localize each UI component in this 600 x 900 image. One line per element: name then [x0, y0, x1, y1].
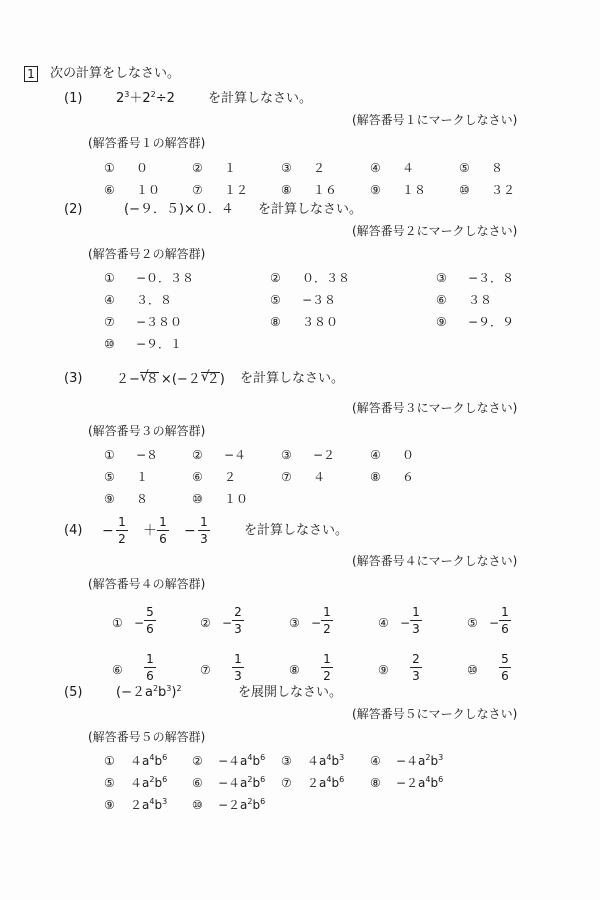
- answer-option: [104, 159, 148, 176]
- operator-sign: −: [184, 523, 196, 539]
- option-marker: ⑩: [467, 663, 478, 677]
- fraction-bar: [410, 620, 422, 621]
- numerator: 1: [200, 515, 208, 529]
- variable-b: b: [154, 798, 163, 812]
- exponent-b: 3: [339, 753, 345, 762]
- answer-option: [370, 468, 414, 485]
- option-value: １２: [224, 183, 249, 197]
- option-value: −９．９: [468, 315, 515, 329]
- answer-option: [370, 181, 426, 198]
- numerator: 1: [159, 515, 167, 529]
- exponent-a: 4: [425, 775, 431, 784]
- variable-b: b: [331, 754, 340, 768]
- option-value: １０: [224, 492, 249, 506]
- option-value: ８: [491, 161, 504, 175]
- option-fraction: [499, 606, 511, 635]
- option-fraction: [232, 653, 244, 682]
- answer-option: [192, 468, 236, 485]
- exponent-a: 4: [149, 797, 155, 806]
- exponent-b: 6: [162, 753, 168, 762]
- fraction-bar: [144, 667, 156, 668]
- denominator: 3: [234, 669, 242, 683]
- option-coefficient: −４a: [396, 754, 426, 768]
- fraction-bar: [232, 620, 244, 621]
- answer-option: [370, 159, 414, 176]
- option-marker: ①: [104, 448, 115, 462]
- answer-option: [104, 752, 167, 769]
- option-value: ４: [313, 470, 326, 484]
- option-marker: ③: [436, 271, 447, 285]
- answer-option: [104, 291, 172, 308]
- q2-answer-group-label: (解答番号２の解答群): [88, 247, 206, 261]
- option-marker: ⑥: [192, 776, 203, 790]
- answer-option: [436, 269, 514, 286]
- option-marker: ⑤: [270, 293, 281, 307]
- option-coefficient: −４a: [218, 754, 248, 768]
- option-marker: ④: [104, 293, 115, 307]
- numerator: 1: [323, 652, 331, 666]
- fraction: [198, 516, 210, 545]
- fraction: [116, 516, 128, 545]
- option-coefficient: ２a: [130, 798, 150, 812]
- option-marker: ①: [104, 754, 115, 768]
- option-marker: ⑦: [192, 183, 203, 197]
- option-marker: ②: [270, 271, 281, 285]
- q1-number: (1): [64, 91, 83, 106]
- exponent-a: 2: [247, 797, 253, 806]
- option-fraction: [410, 653, 422, 682]
- denominator: 2: [323, 669, 331, 683]
- option-marker: ⑨: [104, 492, 115, 506]
- denominator: 3: [200, 532, 208, 546]
- option-value: １: [224, 161, 237, 175]
- answer-option: [104, 269, 194, 286]
- option-value: −３．８: [468, 271, 515, 285]
- option-value: −３８０: [136, 315, 183, 329]
- q5-instruction: を展開しなさい。: [238, 685, 343, 700]
- exponent-b: 6: [339, 775, 345, 784]
- denominator: 6: [146, 622, 154, 636]
- answer-option: [459, 181, 515, 198]
- option-value: −０．３８: [136, 271, 195, 285]
- variable-b: b: [154, 776, 163, 790]
- option-marker: ②: [192, 754, 203, 768]
- q4-mark-note: (解答番号４にマークしなさい): [352, 554, 518, 568]
- option-marker: ④: [370, 754, 381, 768]
- option-marker: ⑧: [370, 776, 381, 790]
- numerator: 2: [234, 605, 242, 619]
- answer-option: [281, 181, 337, 198]
- exponent-a: 4: [326, 775, 332, 784]
- option-marker: ②: [200, 616, 211, 630]
- q4-instruction: を計算しなさい。: [244, 523, 349, 538]
- denominator: 6: [501, 622, 509, 636]
- option-marker: ⑤: [459, 161, 470, 175]
- numerator: 1: [234, 652, 242, 666]
- answer-option: [192, 446, 246, 463]
- option-fraction: [321, 606, 333, 635]
- exponent-b: 6: [260, 775, 266, 784]
- answer-option: [104, 774, 167, 791]
- answer-option: [192, 752, 265, 769]
- option-marker: ⑦: [104, 315, 115, 329]
- option-marker: ⑤: [104, 776, 115, 790]
- option-value: １６: [313, 183, 338, 197]
- option-sign: −: [311, 616, 322, 630]
- answer-option: [192, 490, 248, 507]
- answer-option: [104, 313, 182, 330]
- option-value: ３８０: [302, 315, 339, 329]
- option-marker: ④: [370, 448, 381, 462]
- option-coefficient: ４a: [130, 776, 150, 790]
- option-marker: ⑨: [378, 663, 389, 677]
- denominator: 6: [159, 532, 167, 546]
- option-value: ３８: [468, 293, 493, 307]
- radical-icon: √: [139, 369, 149, 385]
- denominator: 6: [501, 669, 509, 683]
- operator-sign: ＋: [143, 523, 157, 539]
- option-marker: ③: [281, 161, 292, 175]
- option-marker: ⑧: [270, 315, 281, 329]
- answer-option: [270, 313, 338, 330]
- option-value: −８: [136, 448, 159, 462]
- option-fraction: [232, 606, 244, 635]
- option-coefficient: −４a: [218, 776, 248, 790]
- answer-option: [104, 468, 148, 485]
- fraction-bar: [232, 667, 244, 668]
- option-coefficient: ４a: [307, 754, 327, 768]
- variable-b: b: [252, 776, 261, 790]
- option-marker: ④: [378, 616, 389, 630]
- option-fraction: [321, 653, 333, 682]
- option-value: ２: [224, 470, 237, 484]
- denominator: 3: [412, 669, 420, 683]
- answer-option: [281, 468, 325, 485]
- denominator: 2: [118, 532, 126, 546]
- option-value: ４: [402, 161, 415, 175]
- q5-mark-note: (解答番号５にマークしなさい): [352, 707, 518, 721]
- numerator: 1: [412, 605, 420, 619]
- variable-b: b: [430, 776, 439, 790]
- option-marker: ①: [104, 161, 115, 175]
- numerator: 1: [323, 605, 331, 619]
- option-marker: ②: [192, 448, 203, 462]
- option-value: １０: [136, 183, 161, 197]
- q3-expression: ２− √ ８ ×(−２ √ ２): [116, 369, 225, 387]
- fraction-bar: [499, 667, 511, 668]
- variable-b: b: [252, 754, 261, 768]
- exponent-b: 6: [260, 797, 266, 806]
- q5-number: (5): [64, 685, 83, 700]
- answer-option: [104, 796, 167, 813]
- option-marker: ①: [104, 271, 115, 285]
- answer-option: [459, 159, 503, 176]
- option-marker: ⑩: [104, 337, 115, 351]
- option-value: ２: [313, 161, 326, 175]
- option-value: ０．３８: [302, 271, 351, 285]
- sqrt-8: √ ８: [139, 369, 159, 387]
- answer-option: [281, 774, 344, 791]
- option-marker: ⑦: [281, 470, 292, 484]
- variable-b: b: [154, 754, 163, 768]
- option-fraction: [499, 653, 511, 682]
- exponent-b: 6: [162, 775, 168, 784]
- option-marker: ⑥: [112, 663, 123, 677]
- option-marker: ⑩: [459, 183, 470, 197]
- option-marker: ⑩: [192, 492, 203, 506]
- variable-b: b: [430, 754, 439, 768]
- option-marker: ⑦: [281, 776, 292, 790]
- option-marker: ①: [112, 616, 123, 630]
- answer-option: [104, 335, 182, 352]
- radical-icon: √: [200, 369, 210, 385]
- answer-option: [370, 752, 443, 769]
- denominator: 2: [323, 622, 331, 636]
- q2-expression: (−９．５)×０．４: [124, 202, 234, 217]
- fraction-bar: [198, 530, 210, 531]
- fraction-bar: [321, 667, 333, 668]
- option-marker: ③: [281, 448, 292, 462]
- q4-answer-group-label: (解答番号４の解答群): [88, 577, 206, 591]
- problem-instruction: 次の計算をしなさい。: [50, 66, 181, 81]
- answer-option: [104, 490, 148, 507]
- q3-instruction: を計算しなさい。: [240, 371, 345, 386]
- option-marker: ⑥: [104, 183, 115, 197]
- problem-number-box: 1: [24, 66, 38, 82]
- option-coefficient: −２a: [396, 776, 426, 790]
- option-marker: ③: [281, 754, 292, 768]
- answer-option: [192, 181, 248, 198]
- option-marker: ⑨: [104, 798, 115, 812]
- operator-sign: −: [102, 523, 114, 539]
- q4-number: (4): [64, 523, 83, 538]
- numerator: 5: [146, 605, 154, 619]
- answer-option: [104, 446, 158, 463]
- denominator: 3: [412, 622, 420, 636]
- option-value: −９．１: [136, 337, 183, 351]
- option-value: ３２: [491, 183, 516, 197]
- option-value: ３．８: [136, 293, 173, 307]
- answer-option: [270, 291, 336, 308]
- q1-instruction: を計算しなさい。: [208, 91, 313, 106]
- answer-option: [104, 181, 160, 198]
- variable-b: b: [331, 776, 340, 790]
- q1-mark-note: (解答番号１にマークしなさい): [352, 113, 518, 127]
- option-marker: ⑥: [436, 293, 447, 307]
- fraction-bar: [144, 620, 156, 621]
- fraction-bar: [499, 620, 511, 621]
- option-value: ８: [136, 492, 149, 506]
- fraction: [157, 516, 169, 545]
- answer-option: [281, 159, 325, 176]
- option-value: １: [136, 470, 149, 484]
- exponent-b: 6: [438, 775, 444, 784]
- denominator: 6: [146, 669, 154, 683]
- numerator: 5: [501, 652, 509, 666]
- fraction-bar: [410, 667, 422, 668]
- answer-option: [370, 774, 443, 791]
- option-sign: −: [400, 616, 411, 630]
- option-value: −４: [224, 448, 247, 462]
- q1-answer-group-label: (解答番号１の解答群): [88, 136, 206, 150]
- option-value: −３８: [302, 293, 337, 307]
- answer-option: [192, 796, 265, 813]
- option-marker: ②: [192, 161, 203, 175]
- option-marker: ⑧: [289, 663, 300, 677]
- option-marker: ⑦: [200, 663, 211, 677]
- fraction-bar: [321, 620, 333, 621]
- exponent-a: 4: [326, 753, 332, 762]
- fraction-bar: [157, 530, 169, 531]
- option-sign: −: [489, 616, 500, 630]
- option-coefficient: ４a: [130, 754, 150, 768]
- option-coefficient: ２a: [307, 776, 327, 790]
- answer-option: [270, 269, 350, 286]
- q1-expression: $2^3+2^2\div 2$: [116, 90, 175, 106]
- q5-expression: $(-2a^2b^3)^2$: [116, 684, 182, 700]
- option-marker: ⑧: [281, 183, 292, 197]
- exponent-a: 4: [149, 753, 155, 762]
- option-marker: ⑧: [370, 470, 381, 484]
- option-marker: ⑨: [370, 183, 381, 197]
- sqrt-2: √ ２: [200, 369, 220, 387]
- option-value: ６: [402, 470, 415, 484]
- option-value: ０: [402, 448, 415, 462]
- exponent-a: 2: [149, 775, 155, 784]
- fraction-bar: [116, 530, 128, 531]
- answer-option: [281, 752, 344, 769]
- option-marker: ⑩: [192, 798, 203, 812]
- numerator: 1: [118, 515, 126, 529]
- exponent-a: 2: [247, 775, 253, 784]
- q3-number: (3): [64, 371, 83, 386]
- option-sign: −: [222, 616, 233, 630]
- exponent-b: 6: [260, 753, 266, 762]
- option-marker: ③: [289, 616, 300, 630]
- option-marker: ⑤: [467, 616, 478, 630]
- exponent-b: 3: [162, 797, 168, 806]
- denominator: 3: [234, 622, 242, 636]
- variable-b: b: [252, 798, 261, 812]
- option-value: −２: [313, 448, 336, 462]
- option-marker: ⑨: [436, 315, 447, 329]
- answer-option: [281, 446, 335, 463]
- option-sign: −: [134, 616, 145, 630]
- option-fraction: [144, 653, 156, 682]
- option-marker: ⑤: [104, 470, 115, 484]
- q3-answer-group-label: (解答番号３の解答群): [88, 424, 206, 438]
- numerator: 2: [412, 652, 420, 666]
- option-value: ０: [136, 161, 149, 175]
- option-coefficient: −２a: [218, 798, 248, 812]
- answer-option: [192, 774, 265, 791]
- option-value: １８: [402, 183, 427, 197]
- answer-option: [192, 159, 236, 176]
- q2-number: (2): [64, 202, 83, 217]
- exponent-a: 2: [425, 753, 431, 762]
- answer-option: [436, 291, 492, 308]
- q2-mark-note: (解答番号２にマークしなさい): [352, 224, 518, 238]
- option-fraction: [144, 606, 156, 635]
- numerator: 1: [501, 605, 509, 619]
- option-fraction: [410, 606, 422, 635]
- q5-answer-group-label: (解答番号５の解答群): [88, 730, 206, 744]
- exponent-b: 3: [438, 753, 444, 762]
- option-marker: ⑥: [192, 470, 203, 484]
- q3-mark-note: (解答番号３にマークしなさい): [352, 401, 518, 415]
- q2-instruction: を計算しなさい。: [258, 202, 363, 217]
- answer-option: [370, 446, 414, 463]
- answer-option: [436, 313, 514, 330]
- numerator: 1: [146, 652, 154, 666]
- option-marker: ④: [370, 161, 381, 175]
- exponent-a: 4: [247, 753, 253, 762]
